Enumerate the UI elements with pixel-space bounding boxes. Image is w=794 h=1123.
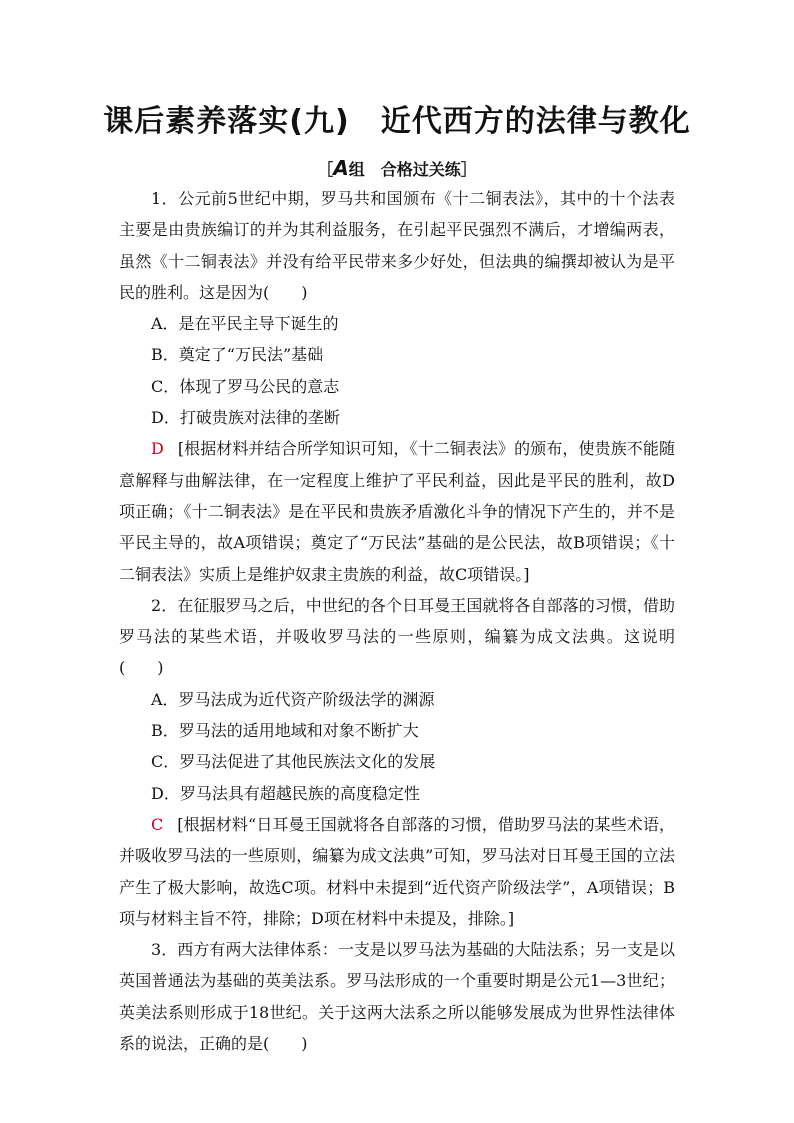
- answer-letter: C: [151, 814, 164, 834]
- question-list: [119, 183, 675, 1059]
- answer-letter: D: [151, 439, 164, 459]
- option-a: A．是在平民主导下诞生的: [151, 314, 339, 334]
- group-bracket-open: ［: [317, 160, 334, 179]
- explanation-text: [根据材料“日耳曼王国就将各自部落的习惯，借助罗马法的某些术语，并吸收罗马法的一些原则，编纂为成文法典”可知，罗马法对日耳曼王国的立法产生了极大影响，故选C项。材料中未提到“近代资产阶级法学”，A项错误；B项与材料主旨不符，排除；D项在材料中未提及，排除。]: [119, 814, 675, 928]
- question-2: [119, 590, 675, 934]
- option-a: A．罗马法成为近代资产阶级法学的渊源: [151, 689, 435, 709]
- answer-explanation: [119, 433, 675, 589]
- group-bracket-close: ］: [460, 160, 477, 179]
- page-title: 课后素养落实(九) 近代西方的法律与教化: [103, 104, 691, 139]
- explanation-text: [根据材料并结合所学知识可知，《十二铜表法》的颁布，使贵族不能随意解释与曲解法律，在一定程度上维护了平民利益，因此是平民的胜利，故D项正确；《十二铜表法》是在平民和贵族矛盾激化斗争的情况下产生的，并不是平民主导的，故A项错误；奠定了“万民法”基础的是公民法，故B项错误；《十二铜表法》实质上是维护奴隶主贵族的利益，故C项错误。]: [119, 439, 675, 584]
- option-c: C．罗马法促进了其他民族法文化的发展: [151, 752, 436, 772]
- group-letter: A: [333, 156, 349, 180]
- option-d: D．罗马法具有超越民族的高度稳定性: [151, 783, 420, 803]
- group-label: 组 合格过关练: [348, 160, 461, 179]
- option-b: B．罗马法的适用地域和对象不断扩大: [151, 721, 419, 741]
- question-stem: 3．西方有两大法律体系：一支是以罗马法为基础的大陆法系；另一支是以英国普通法为基础的英美法系。罗马法形成的一个重要时期是公元1—3世纪；英美法系则形成于18世纪。关于这两大法系之所以能够发展成为世界性法律体系的说法，正确的是( ): [119, 940, 675, 1054]
- answer-explanation: [119, 809, 675, 934]
- question-stem: 2．在征服罗马之后，中世纪的各个日耳曼王国就将各自部落的习惯，借助罗马法的某些术语，并吸收罗马法的一些原则，编纂为成文法典。这说明( ): [119, 595, 675, 678]
- option-c: C．体现了罗马公民的意志: [151, 376, 340, 396]
- option-d: D．打破贵族对法律的垄断: [151, 408, 340, 428]
- option-b: B．奠定了“万民法”基础: [151, 345, 324, 365]
- question-1: [119, 183, 675, 590]
- group-header: [0, 156, 794, 180]
- question-3: [119, 934, 675, 1059]
- question-stem: 1．公元前5世纪中期，罗马共和国颁布《十二铜表法》，其中的十个法表主要是由贵族编订的并为其利益服务，在引起平民强烈不满后，才增编两表，虽然《十二铜表法》并没有给平民带来多少好处，但法典的编撰却被认为是平民的胜利。这是因为( ): [119, 189, 675, 302]
